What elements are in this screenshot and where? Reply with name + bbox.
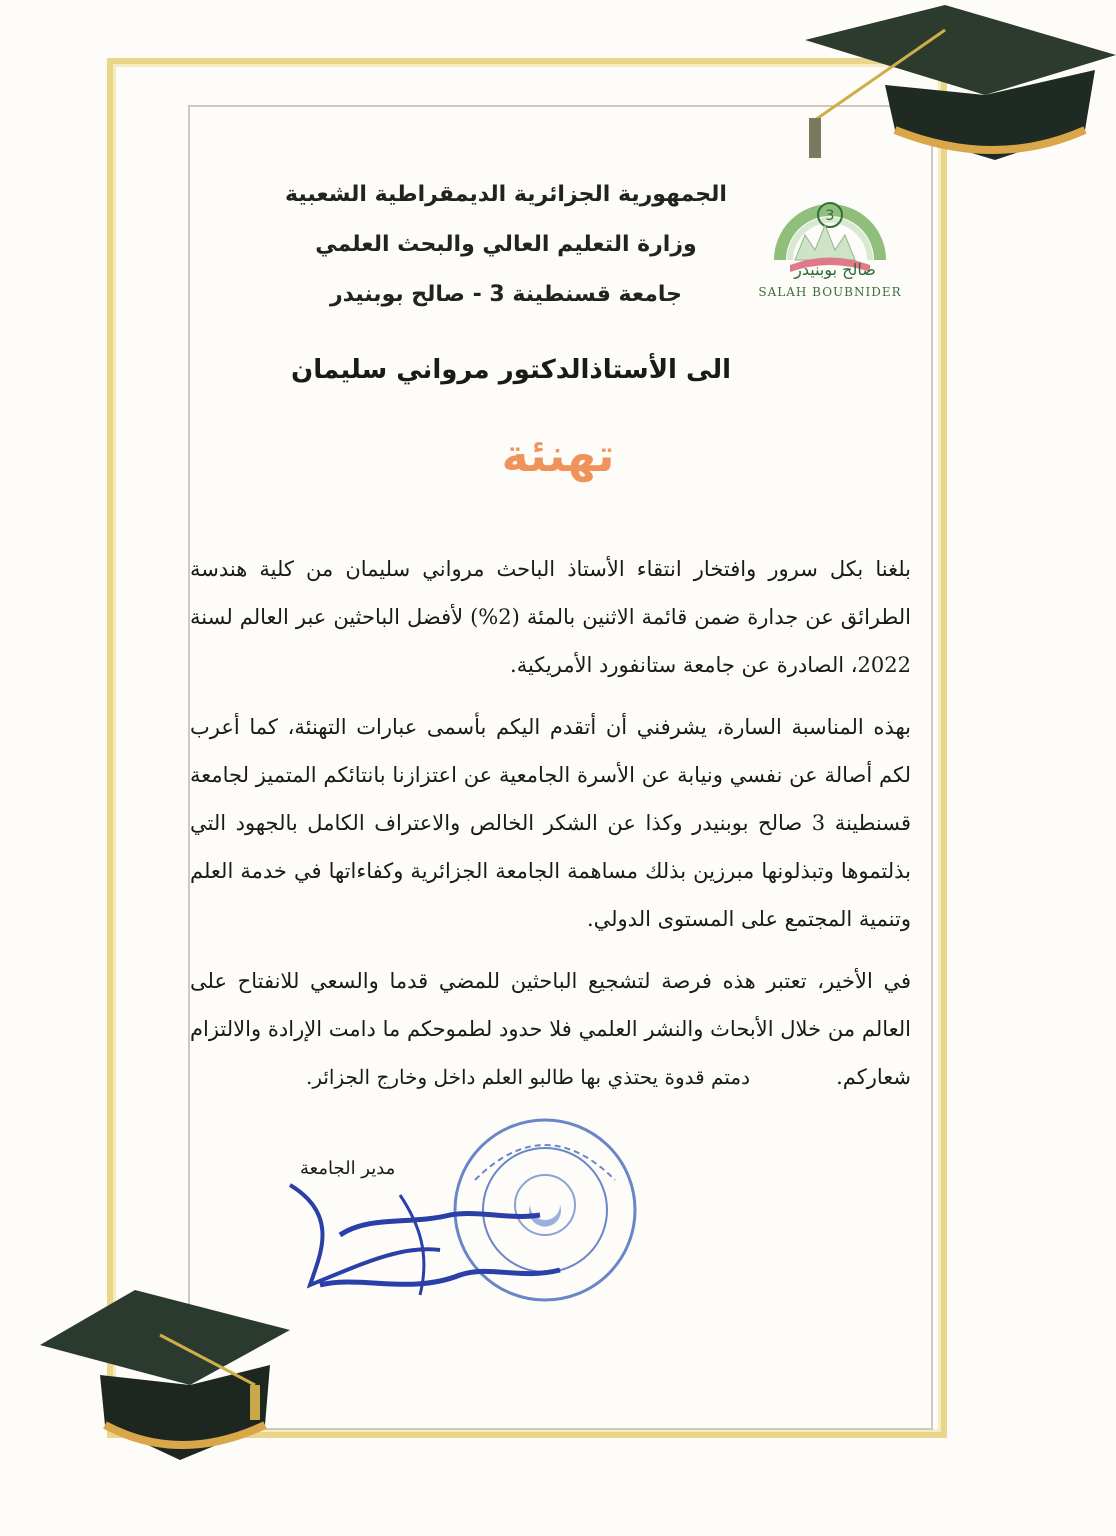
document-title: تهنئة xyxy=(501,428,615,482)
header xyxy=(256,170,756,320)
graduation-cap-icon xyxy=(40,1235,300,1465)
addressee: الى الأستاذالدكتور مرواني سليمان xyxy=(291,355,731,385)
paragraph-1: بلغنا بكل سرور وافتخار انتقاء الأستاذ الباحث مرواني سليمان من كلية هندسة الطرائق عن جدارة ضمن قائمة الاثنين بالمئة (2%) لأفضل الباحثين عبر العالم لسنة 2022، الصادرة عن جامعة ستانفورد الأمريكية. xyxy=(190,557,911,677)
handwritten-signature xyxy=(280,1175,580,1315)
closing-line: دمتم قدوة يحتذي بها طالبو العلم داخل وخارج الجزائر. xyxy=(305,1065,751,1089)
paragraph-3: في الأخير، تعتبر هذه فرصة لتشجيع الباحثين للمضي قدما والسعي للانفتاح على العالم من خلال الأبحاث والنشر العلمي فلا حدود لطموحكم ما دامت الإرادة والالتزام شعاركم. xyxy=(190,969,911,1089)
paragraph-2: بهذه المناسبة السارة، يشرفني أن أتقدم اليكم بأسمى عبارات التهنئة، كما أعرب لكم أصالة عن نفسي ونيابة عن الأسرة الجامعية عن اعتزازنا بانتائكم المتميز لجامعة قسنطينة 3 صالح بوبنيدر وكذا عن الشكر الخالص والاعتراف الكامل بالجهود التي بذلتموها وتبذلونها مبرزين بذلك مساهمة الجامعة الجزائرية وكفاءاتها في خدمة العلم وتنمية المجتمع على المستوى الدولي. xyxy=(190,715,911,931)
header-line-3: جامعة قسنطينة 3 - صالح بوبنيدر xyxy=(329,282,683,307)
header-line-1: الجمهورية الجزائرية الديمقراطية الشعبية xyxy=(285,182,727,207)
header-line-2: وزارة التعليم العالي والبحث العلمي xyxy=(315,232,697,257)
logo-latin-name: SALAH BOUBNIDER xyxy=(758,285,902,299)
letter-body xyxy=(190,545,911,1115)
graduation-cap-icon xyxy=(795,0,1116,200)
logo-arabic-name: صالح بوبنيدر xyxy=(794,260,876,279)
svg-text:3: 3 xyxy=(825,208,835,224)
signatory-title: مدير الجامعة xyxy=(300,1158,396,1179)
